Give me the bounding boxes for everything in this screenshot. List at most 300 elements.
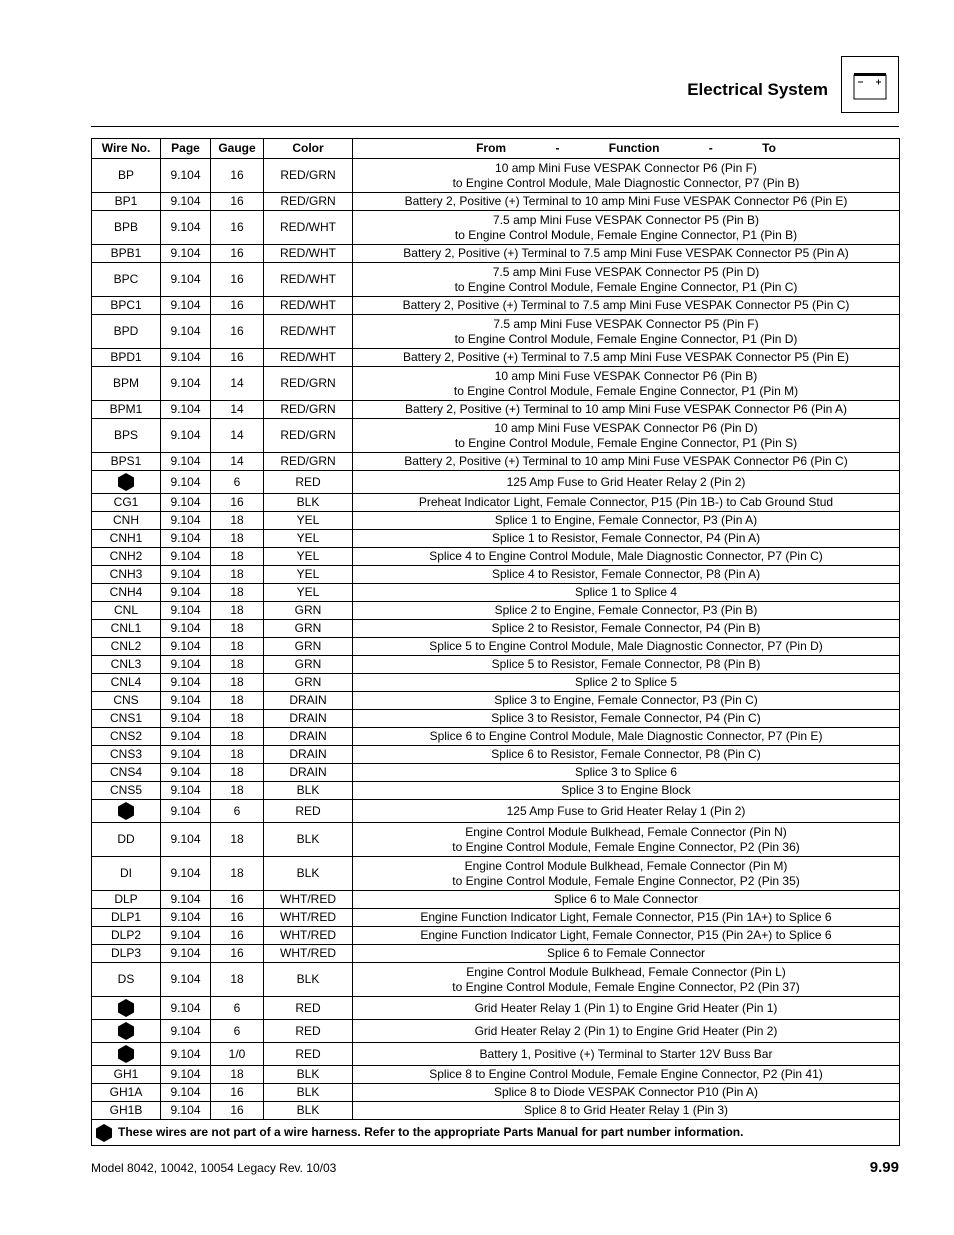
page-cell: 9.104 — [161, 367, 211, 401]
color-cell: RED — [264, 1020, 353, 1043]
function-line: Engine Control Module Bulkhead, Female Connector (Pin L) — [466, 964, 786, 979]
page-cell: 9.104 — [161, 945, 211, 963]
page-cell: 9.104 — [161, 263, 211, 297]
col-function — [353, 139, 900, 159]
function-line: Battery 2, Positive (+) Terminal to 7.5 amp Mini Fuse VESPAK Connector P5 (Pin A) — [403, 246, 849, 260]
gauge-cell: 18 — [211, 584, 264, 602]
gauge-cell: 18 — [211, 728, 264, 746]
color-cell: RED/WHT — [264, 315, 353, 349]
function-cell — [353, 620, 900, 638]
function-line: Splice 5 to Resistor, Female Connector, P8 (Pin B) — [491, 657, 761, 671]
gauge-cell: 18 — [211, 530, 264, 548]
wire-no-cell: CNH — [92, 512, 161, 530]
function-cell — [353, 674, 900, 692]
function-cell — [353, 602, 900, 620]
function-line: Splice 2 to Resistor, Female Connector, P4 (Pin B) — [491, 621, 761, 635]
page-cell: 9.104 — [161, 566, 211, 584]
page-cell: 9.104 — [161, 453, 211, 471]
color-cell: YEL — [264, 530, 353, 548]
function-cell — [353, 419, 900, 453]
wire-no-cell: GH1A — [92, 1084, 161, 1102]
page-cell: 9.104 — [161, 997, 211, 1020]
page-cell: 9.104 — [161, 211, 211, 245]
gauge-cell: 18 — [211, 512, 264, 530]
gauge-cell: 16 — [211, 315, 264, 349]
function-cell — [353, 692, 900, 710]
table-row — [92, 367, 900, 401]
function-line: to Engine Control Module, Female Engine Connector, P2 (Pin 37) — [452, 979, 800, 994]
color-cell: BLK — [264, 1066, 353, 1084]
table-row — [92, 909, 900, 927]
function-cell — [353, 782, 900, 800]
function-cell — [353, 530, 900, 548]
table-row — [92, 245, 900, 263]
color-cell: YEL — [264, 512, 353, 530]
col-function-from: From — [476, 141, 507, 155]
gauge-cell: 18 — [211, 1066, 264, 1084]
color-cell: YEL — [264, 548, 353, 566]
function-cell — [353, 297, 900, 315]
table-row — [92, 1020, 900, 1043]
table-row — [92, 746, 900, 764]
color-cell: GRN — [264, 638, 353, 656]
wire-no-cell: BP1 — [92, 193, 161, 211]
wire-no-cell: BPS1 — [92, 453, 161, 471]
color-cell: GRN — [264, 620, 353, 638]
wire-no-cell: CNS2 — [92, 728, 161, 746]
color-cell: RED/WHT — [264, 263, 353, 297]
wire-no-cell: DLP — [92, 891, 161, 909]
gauge-cell: 16 — [211, 1102, 264, 1120]
col-function-label: Function — [608, 141, 660, 155]
function-line: Splice 3 to Splice 6 — [574, 765, 678, 779]
function-line: Splice 1 to Splice 4 — [574, 585, 678, 599]
table-row — [92, 656, 900, 674]
gauge-cell: 6 — [211, 800, 264, 823]
function-line: Splice 3 to Engine, Female Connector, P3 (Pin C) — [494, 693, 758, 707]
color-cell: RED/WHT — [264, 211, 353, 245]
wire-no-cell: CNH3 — [92, 566, 161, 584]
function-line: 125 Amp Fuse to Grid Heater Relay 2 (Pin 2) — [506, 474, 746, 489]
gauge-cell: 16 — [211, 159, 264, 193]
function-line: Engine Function Indicator Light, Female Connector, P15 (Pin 2A+) to Splice 6 — [420, 928, 832, 942]
gauge-cell: 16 — [211, 1084, 264, 1102]
wire-no-cell: DD — [92, 823, 161, 857]
footer-model: Model 8042, 10042, 10054 Legacy Rev. 10/03 — [91, 1161, 337, 1175]
function-cell — [353, 159, 900, 193]
hexagon-icon — [118, 1022, 134, 1040]
table-row — [92, 997, 900, 1020]
function-line: Splice 8 to Diode VESPAK Connector P10 (Pin A) — [494, 1085, 758, 1099]
function-line: Grid Heater Relay 1 (Pin 1) to Engine Grid Heater (Pin 1) — [474, 1000, 778, 1015]
function-line: to Engine Control Module, Female Engine Connector, P1 (Pin M) — [453, 383, 799, 398]
wire-no-cell: DS — [92, 963, 161, 997]
gauge-cell: 1/0 — [211, 1043, 264, 1066]
table-row — [92, 494, 900, 512]
function-cell — [353, 349, 900, 367]
gauge-cell: 6 — [211, 997, 264, 1020]
function-cell — [353, 997, 900, 1020]
function-cell — [353, 401, 900, 419]
color-cell: BLK — [264, 782, 353, 800]
function-line: Engine Control Module Bulkhead, Female Connector (Pin M) — [464, 858, 788, 873]
page-cell: 9.104 — [161, 584, 211, 602]
function-cell — [353, 1043, 900, 1066]
gauge-cell: 14 — [211, 419, 264, 453]
wire-no-cell: BPC1 — [92, 297, 161, 315]
page-cell: 9.104 — [161, 159, 211, 193]
battery-icon — [852, 71, 888, 101]
function-cell — [353, 471, 900, 494]
color-cell: DRAIN — [264, 728, 353, 746]
color-cell: WHT/RED — [264, 945, 353, 963]
function-line: 7.5 amp Mini Fuse VESPAK Connector P5 (Pin B) — [493, 212, 759, 227]
page-cell: 9.104 — [161, 548, 211, 566]
hexagon-icon — [118, 473, 134, 491]
wire-table-body — [92, 159, 900, 1120]
color-cell: BLK — [264, 494, 353, 512]
function-line: 125 Amp Fuse to Grid Heater Relay 1 (Pin 2) — [506, 803, 746, 818]
function-cell — [353, 367, 900, 401]
color-cell: DRAIN — [264, 764, 353, 782]
color-cell: BLK — [264, 823, 353, 857]
table-row — [92, 638, 900, 656]
page-cell: 9.104 — [161, 1102, 211, 1120]
function-line: Engine Function Indicator Light, Female Connector, P15 (Pin 1A+) to Splice 6 — [420, 910, 832, 924]
table-row — [92, 602, 900, 620]
page-cell: 9.104 — [161, 530, 211, 548]
function-line: 10 amp Mini Fuse VESPAK Connector P6 (Pin F) — [495, 160, 757, 175]
wire-no-cell: CNL4 — [92, 674, 161, 692]
color-cell: RED/WHT — [264, 349, 353, 367]
gauge-cell: 6 — [211, 471, 264, 494]
hexagon-icon — [96, 1124, 112, 1142]
function-cell — [353, 927, 900, 945]
function-line: to Engine Control Module, Female Engine Connector, P1 (Pin B) — [454, 227, 798, 242]
color-cell: BLK — [264, 1102, 353, 1120]
function-line: 7.5 amp Mini Fuse VESPAK Connector P5 (Pin D) — [492, 264, 760, 279]
wire-no-cell: CNL1 — [92, 620, 161, 638]
page-cell: 9.104 — [161, 1020, 211, 1043]
page-cell: 9.104 — [161, 927, 211, 945]
table-row — [92, 349, 900, 367]
gauge-cell: 14 — [211, 367, 264, 401]
wire-no-cell: BPD — [92, 315, 161, 349]
function-line: Splice 3 to Resistor, Female Connector, P4 (Pin C) — [491, 711, 761, 725]
gauge-cell: 6 — [211, 1020, 264, 1043]
page-cell: 9.104 — [161, 1084, 211, 1102]
page-cell: 9.104 — [161, 891, 211, 909]
function-line: to Engine Control Module, Female Engine Connector, P2 (Pin 36) — [452, 839, 800, 854]
wire-no-cell: BP — [92, 159, 161, 193]
function-cell — [353, 963, 900, 997]
function-line: Splice 4 to Engine Control Module, Male Diagnostic Connector, P7 (Pin C) — [429, 549, 823, 563]
gauge-cell: 16 — [211, 211, 264, 245]
wire-no-cell: CNS1 — [92, 710, 161, 728]
function-line: to Engine Control Module, Female Engine Connector, P1 (Pin C) — [454, 279, 798, 294]
table-row — [92, 891, 900, 909]
gauge-cell: 16 — [211, 891, 264, 909]
function-cell — [353, 245, 900, 263]
wire-no-cell: DLP2 — [92, 927, 161, 945]
table-row — [92, 963, 900, 997]
function-cell — [353, 800, 900, 823]
wire-no-cell: CNL — [92, 602, 161, 620]
page-cell: 9.104 — [161, 1043, 211, 1066]
header-divider — [91, 126, 899, 127]
function-line: Battery 2, Positive (+) Terminal to 7.5 amp Mini Fuse VESPAK Connector P5 (Pin C) — [402, 298, 850, 312]
wire-no-cell: CNS4 — [92, 764, 161, 782]
function-line: Engine Control Module Bulkhead, Female Connector (Pin N) — [465, 824, 787, 839]
color-cell: RED/GRN — [264, 401, 353, 419]
wire-no-cell: BPM — [92, 367, 161, 401]
wire-no-cell: BPS — [92, 419, 161, 453]
function-line: to Engine Control Module, Male Diagnostic Connector, P7 (Pin B) — [452, 175, 800, 190]
gauge-cell: 18 — [211, 710, 264, 728]
function-cell — [353, 193, 900, 211]
table-row — [92, 857, 900, 891]
function-line: Battery 1, Positive (+) Terminal to Starter 12V Buss Bar — [479, 1046, 773, 1061]
gauge-cell: 18 — [211, 656, 264, 674]
color-cell: BLK — [264, 857, 353, 891]
function-line: Splice 3 to Engine Block — [561, 783, 691, 797]
function-line: Splice 6 to Male Connector — [553, 892, 699, 906]
table-row — [92, 584, 900, 602]
function-line: Splice 6 to Female Connector — [546, 946, 706, 960]
col-gauge: Gauge — [211, 139, 264, 159]
color-cell: DRAIN — [264, 746, 353, 764]
gauge-cell: 18 — [211, 823, 264, 857]
function-line: Battery 2, Positive (+) Terminal to 7.5 amp Mini Fuse VESPAK Connector P5 (Pin E) — [402, 350, 850, 364]
function-cell — [353, 823, 900, 857]
gauge-cell: 16 — [211, 945, 264, 963]
table-row — [92, 945, 900, 963]
page-cell: 9.104 — [161, 245, 211, 263]
page-cell: 9.104 — [161, 620, 211, 638]
gauge-cell: 14 — [211, 401, 264, 419]
table-row — [92, 1084, 900, 1102]
table-row — [92, 159, 900, 193]
page-cell: 9.104 — [161, 764, 211, 782]
color-cell: WHT/RED — [264, 927, 353, 945]
wire-no-cell: DI — [92, 857, 161, 891]
page-cell: 9.104 — [161, 782, 211, 800]
gauge-cell: 18 — [211, 692, 264, 710]
function-cell — [353, 638, 900, 656]
wire-no-cell — [92, 800, 161, 823]
page-cell: 9.104 — [161, 823, 211, 857]
gauge-cell: 18 — [211, 764, 264, 782]
table-row — [92, 1043, 900, 1066]
function-cell — [353, 945, 900, 963]
color-cell: DRAIN — [264, 710, 353, 728]
page-cell: 9.104 — [161, 857, 211, 891]
function-cell — [353, 548, 900, 566]
page-cell: 9.104 — [161, 692, 211, 710]
page-cell: 9.104 — [161, 315, 211, 349]
gauge-cell: 18 — [211, 857, 264, 891]
color-cell: GRN — [264, 674, 353, 692]
wire-no-cell — [92, 1020, 161, 1043]
color-cell: YEL — [264, 566, 353, 584]
function-line: Preheat Indicator Light, Female Connector, P15 (Pin 1B-) to Cab Ground Stud — [418, 495, 834, 509]
wire-no-cell: BPD1 — [92, 349, 161, 367]
wire-no-cell — [92, 1043, 161, 1066]
gauge-cell: 18 — [211, 638, 264, 656]
table-row — [92, 927, 900, 945]
wire-no-cell: BPM1 — [92, 401, 161, 419]
function-line: Splice 5 to Engine Control Module, Male Diagnostic Connector, P7 (Pin D) — [429, 639, 823, 653]
function-cell — [353, 857, 900, 891]
page-cell: 9.104 — [161, 602, 211, 620]
wire-no-cell: BPB1 — [92, 245, 161, 263]
color-cell: YEL — [264, 584, 353, 602]
color-cell: RED/WHT — [264, 245, 353, 263]
wire-no-cell: CG1 — [92, 494, 161, 512]
function-cell — [353, 584, 900, 602]
function-line: Splice 8 to Grid Heater Relay 1 (Pin 3) — [523, 1103, 729, 1117]
table-note-row — [92, 1120, 900, 1146]
col-page: Page — [161, 139, 211, 159]
function-cell — [353, 656, 900, 674]
function-cell — [353, 746, 900, 764]
function-cell — [353, 1066, 900, 1084]
function-line: 10 amp Mini Fuse VESPAK Connector P6 (Pin B) — [494, 368, 758, 383]
function-cell — [353, 710, 900, 728]
hexagon-icon — [118, 802, 134, 820]
wire-no-cell — [92, 997, 161, 1020]
function-cell — [353, 315, 900, 349]
col-function-sep2: - — [708, 141, 713, 155]
page-cell: 9.104 — [161, 909, 211, 927]
function-cell — [353, 211, 900, 245]
wire-no-cell: DLP3 — [92, 945, 161, 963]
table-row — [92, 823, 900, 857]
wire-no-cell: CNS3 — [92, 746, 161, 764]
gauge-cell: 16 — [211, 494, 264, 512]
gauge-cell: 18 — [211, 674, 264, 692]
table-note-text: These wires are not part of a wire harness. Refer to the appropriate Parts Manual for part number information. — [118, 1124, 744, 1139]
page-cell: 9.104 — [161, 419, 211, 453]
table-row — [92, 710, 900, 728]
color-cell: RED/GRN — [264, 367, 353, 401]
color-cell: WHT/RED — [264, 909, 353, 927]
page-cell: 9.104 — [161, 349, 211, 367]
wire-no-cell: CNH2 — [92, 548, 161, 566]
color-cell: RED — [264, 800, 353, 823]
table-row — [92, 728, 900, 746]
page-cell: 9.104 — [161, 656, 211, 674]
gauge-cell: 18 — [211, 782, 264, 800]
table-row — [92, 401, 900, 419]
function-cell — [353, 453, 900, 471]
page-cell: 9.104 — [161, 674, 211, 692]
page-cell: 9.104 — [161, 638, 211, 656]
function-line: Splice 1 to Resistor, Female Connector, P4 (Pin A) — [491, 531, 761, 545]
table-row — [92, 548, 900, 566]
wire-no-cell: CNH1 — [92, 530, 161, 548]
function-line: to Engine Control Module, Female Engine Connector, P1 (Pin S) — [454, 435, 798, 450]
hexagon-icon — [118, 1045, 134, 1063]
wire-no-cell: CNL3 — [92, 656, 161, 674]
wire-no-cell: GH1B — [92, 1102, 161, 1120]
table-header-row — [92, 139, 900, 159]
page-cell: 9.104 — [161, 728, 211, 746]
section-title: Electrical System — [687, 80, 828, 99]
function-line: Splice 6 to Resistor, Female Connector, P8 (Pin C) — [491, 747, 761, 761]
page-cell: 9.104 — [161, 297, 211, 315]
table-row — [92, 1066, 900, 1084]
wire-no-cell: DLP1 — [92, 909, 161, 927]
gauge-cell: 18 — [211, 963, 264, 997]
table-row — [92, 315, 900, 349]
wire-no-cell: GH1 — [92, 1066, 161, 1084]
function-cell — [353, 909, 900, 927]
color-cell: GRN — [264, 602, 353, 620]
function-line: Grid Heater Relay 2 (Pin 1) to Engine Grid Heater (Pin 2) — [474, 1023, 778, 1038]
hexagon-icon — [118, 999, 134, 1017]
function-line: Splice 2 to Splice 5 — [574, 675, 678, 689]
wire-no-cell: CNH4 — [92, 584, 161, 602]
table-row — [92, 800, 900, 823]
page-cell: 9.104 — [161, 494, 211, 512]
col-color: Color — [264, 139, 353, 159]
color-cell: RED/GRN — [264, 419, 353, 453]
color-cell: RED/GRN — [264, 193, 353, 211]
function-line: Splice 1 to Engine, Female Connector, P3 (Pin A) — [494, 513, 758, 527]
gauge-cell: 16 — [211, 297, 264, 315]
page-cell: 9.104 — [161, 512, 211, 530]
page-cell: 9.104 — [161, 1066, 211, 1084]
gauge-cell: 16 — [211, 245, 264, 263]
color-cell: RED/GRN — [264, 159, 353, 193]
table-row — [92, 471, 900, 494]
color-cell: DRAIN — [264, 692, 353, 710]
color-cell: RED/WHT — [264, 297, 353, 315]
page-cell: 9.104 — [161, 800, 211, 823]
function-line: Battery 2, Positive (+) Terminal to 10 amp Mini Fuse VESPAK Connector P6 (Pin E) — [404, 194, 848, 208]
function-cell — [353, 1084, 900, 1102]
function-line: Splice 4 to Resistor, Female Connector, P8 (Pin A) — [491, 567, 761, 581]
function-cell — [353, 512, 900, 530]
col-function-sep1: - — [555, 141, 560, 155]
function-line: 7.5 amp Mini Fuse VESPAK Connector P5 (Pin F) — [493, 316, 759, 331]
function-line: Splice 6 to Engine Control Module, Male Diagnostic Connector, P7 (Pin E) — [429, 729, 823, 743]
color-cell: BLK — [264, 1084, 353, 1102]
table-row — [92, 620, 900, 638]
table-row — [92, 674, 900, 692]
gauge-cell: 18 — [211, 620, 264, 638]
function-line: Splice 8 to Engine Control Module, Female Engine Connector, P2 (Pin 41) — [429, 1067, 823, 1081]
color-cell: RED — [264, 1043, 353, 1066]
table-row — [92, 419, 900, 453]
function-cell — [353, 1020, 900, 1043]
wire-no-cell: CNL2 — [92, 638, 161, 656]
table-row — [92, 453, 900, 471]
gauge-cell: 16 — [211, 927, 264, 945]
function-line: to Engine Control Module, Female Engine Connector, P2 (Pin 35) — [452, 873, 800, 888]
table-row — [92, 512, 900, 530]
table-row — [92, 1102, 900, 1120]
wire-no-cell: BPC — [92, 263, 161, 297]
color-cell: RED — [264, 471, 353, 494]
function-cell — [353, 1102, 900, 1120]
function-line: Battery 2, Positive (+) Terminal to 10 amp Mini Fuse VESPAK Connector P6 (Pin A) — [404, 402, 848, 416]
function-cell — [353, 764, 900, 782]
wire-no-cell: CNS5 — [92, 782, 161, 800]
gauge-cell: 16 — [211, 349, 264, 367]
table-row — [92, 530, 900, 548]
